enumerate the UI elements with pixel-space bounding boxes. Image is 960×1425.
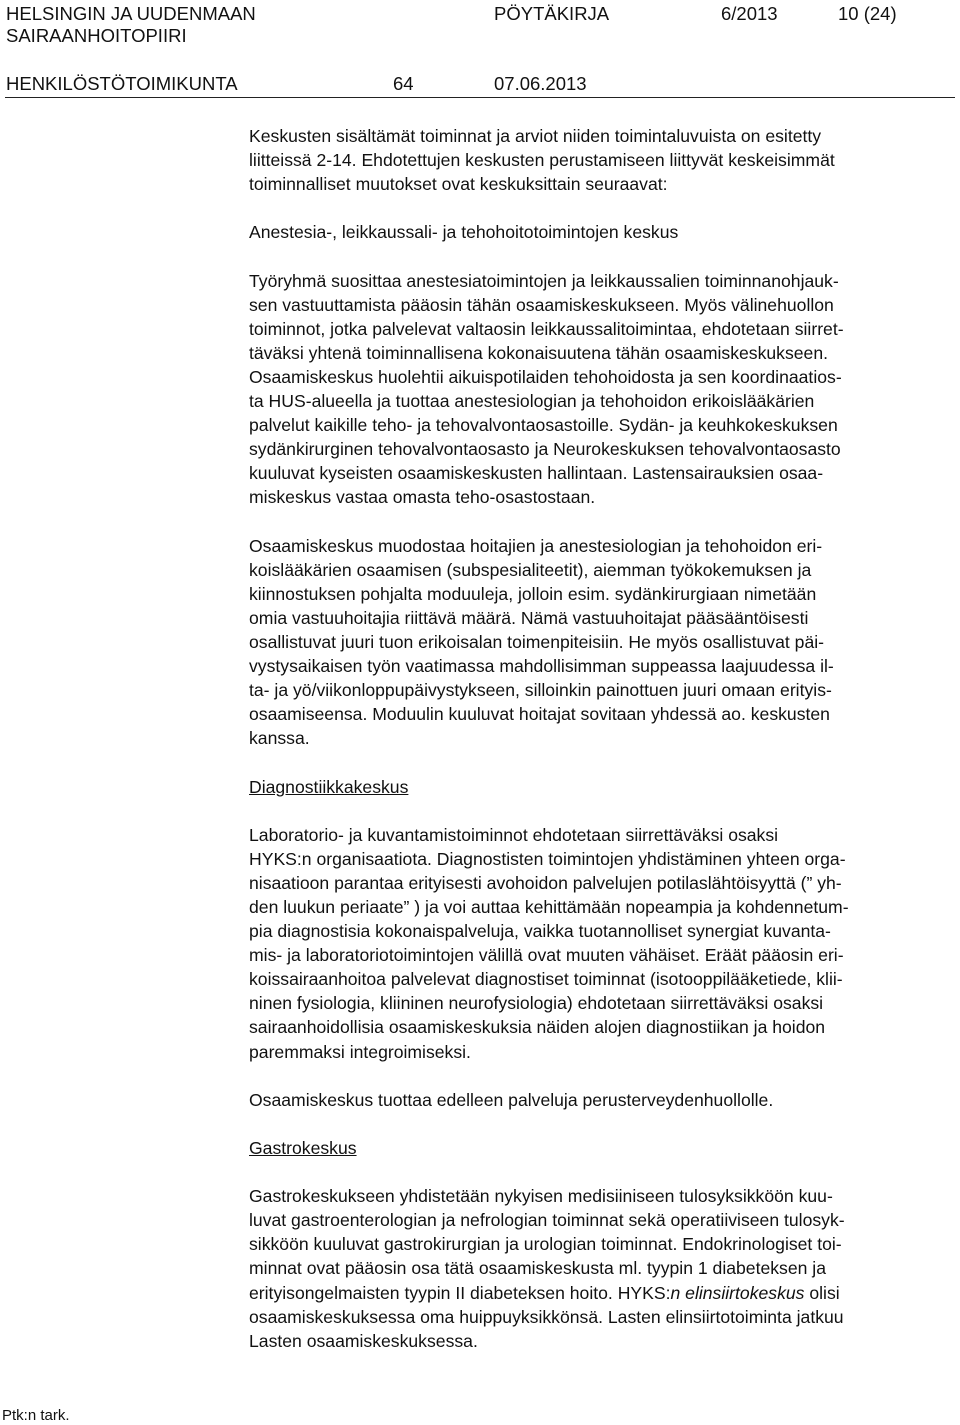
text-line: kuuluvat kyseisten osaamiskeskusten hallintaan. Lastensairauksien osaa- (249, 463, 824, 484)
text-line: Osaamiskeskus muodostaa hoitajien ja anestesiologian ja tehohoidon eri- (249, 535, 823, 556)
text-line: sen vastuuttamista pääosin tähän osaamiskeskukseen. Myös välinehuollon (249, 294, 834, 315)
text-segment: erityisongelmaisten tyypin II diabeteksen hoito. HYKS: (249, 1282, 671, 1303)
diagnostiikka-paragraph-1 (249, 823, 954, 1064)
text-line: Gastrokeskukseen yhdistetään nykyisen medisiiniseen tulosyksikköön kuu- (249, 1186, 833, 1207)
text-line: Osaamiskeskus huolehtii aikuispotilaiden tehohoidosta ja sen koordinaatios- (249, 366, 842, 387)
header-divider (5, 97, 955, 98)
text-line: osallistuvat juuri tuon erikoisalan toimenpiteisiin. He myös osallistuvat päi- (249, 631, 824, 652)
text-line: Laboratorio- ja kuvantamistoiminnot ehdotetaan siirrettäväksi osaksi (249, 824, 779, 845)
text-line: sikköön kuuluvat gastrokirurgian ja urologian toiminnat. Endokrinologiset toi- (249, 1234, 842, 1255)
text-line: liitteissä 2-14. Ehdotettujen keskusten perustamiseen liittyvät keskeisimmät (249, 150, 835, 171)
text-line: Keskusten sisältämät toiminnat ja arviot niiden toimintaluvuista on esitetty (249, 126, 822, 146)
text-segment: olisi (804, 1282, 840, 1303)
diagnostiikka-paragraph-2 (249, 1088, 954, 1112)
text-line: palvelut kaikille teho- ja tehovalvontaosastoille. Sydän- ja keuhkokeskuksen (249, 415, 838, 436)
text-line: Osaamiskeskus tuottaa edelleen palveluja perusterveydenhuollolle. (249, 1089, 774, 1110)
text-line: nisaatioon parantaa erityisesti avohoidon palvelujen potilaslähtöisyyttä (” yh- (249, 872, 842, 893)
text-line: Lasten osaamiskeskuksessa. (249, 1330, 478, 1351)
gastro-paragraph (249, 1184, 954, 1353)
text-line: miskeskus vastaa omasta teho-osastostaan. (249, 487, 596, 508)
text-line: pia diagnostisia kokonaispalveluja, vaikka tuotannolliset synergiat kuvanta- (249, 921, 831, 942)
text-line: mis- ja laboratoriotoimintojen välillä ovat muuten vähäiset. Eräät pääosin eri- (249, 945, 844, 966)
org-name-line2: SAIRAANHOITOPIIRI (6, 25, 187, 46)
text-line: toiminnot, jotka palvelevat valtaosin leikkaussalitoimintaa, ehdotetaan siirret- (249, 318, 844, 339)
text-line: ninen fysiologia, kliininen neurofysiologia) ehdotetaan siirrettäväksi osaksi (249, 993, 824, 1014)
text-line: sairaanhoidollisia osaamiskeskuksia näiden alojen diagnostiikan ja hoidon (249, 1017, 826, 1038)
intro-paragraph (249, 124, 954, 196)
footer-label: Ptk:n tark. (2, 1407, 70, 1424)
text-line: minnat ovat pääosin osa tätä osaamiskeskusta ml. tyypin 1 diabeteksen ja (249, 1258, 827, 1279)
text-line: koissairaanhoitoa palvelevat diagnostiset toiminnat (isotooppilääketiede, klii- (249, 969, 843, 990)
italic-term: n elinsiirtokeskus (670, 1282, 805, 1303)
text-line: vystysaikaisen työn vaatimassa mahdollisimman suppeassa laajuudessa il- (249, 656, 834, 677)
section-heading-diagnostiikka (249, 775, 954, 799)
doc-number: 6/2013 (721, 3, 778, 24)
doc-type: PÖYTÄKIRJA (494, 3, 610, 24)
committee-name: HENKILÖSTÖTOIMIKUNTA (6, 73, 238, 94)
text-line: ta HUS-alueella ja tuottaa anestesiologian ja tehohoidon erikoislääkärien (249, 391, 815, 412)
section-number: 64 (393, 73, 414, 94)
text-line: kanssa. (249, 728, 310, 749)
text-line: omia vastuuhoitajia riittävä määrä. Nämä vastuuhoitajat pääsääntöisesti (249, 607, 809, 628)
document-body (249, 124, 954, 1353)
org-name-line1: HELSINGIN JA UUDENMAAN (6, 3, 256, 24)
meeting-date: 07.06.2013 (494, 73, 587, 94)
text-line: luvat gastroenterologian ja nefrologian toiminnat sekä operatiiviseen tulosyk- (249, 1210, 845, 1231)
text-line: täväksi yhtenä toiminnallisena kokonaisuutena tähän osaamiskeskukseen. (249, 342, 828, 363)
text-line: kiinnostuksen pohjalta moduuleja, jolloin esim. sydänkirurgiaan nimetään (249, 583, 817, 604)
text-line: Työryhmä suosittaa anestesiatoimintojen ja leikkaussalien toiminnanohjauk- (249, 270, 839, 291)
text-line: koislääkärien osaamisen (subspesialiteetit), aiemman työkokemuksen ja (249, 559, 812, 580)
text-line-mixed (249, 1281, 954, 1305)
heading-text: Gastrokeskus (249, 1137, 357, 1158)
heading-text: Diagnostiikkakeskus (249, 776, 409, 797)
text-line: osaamiskeskuksessa oma huippuyksikkönsä. Lasten elinsiirtotoiminta jatkuu (249, 1306, 844, 1327)
anestesia-paragraph-1 (249, 269, 954, 510)
text-line: den luukun periaate” ) ja voi auttaa kehittämään nopeampia ja kohdennetum- (249, 897, 849, 917)
section-heading-gastro (249, 1136, 954, 1160)
section-heading-anestesia: Anestesia-, leikkaussali- ja tehohoitotoimintojen keskus (249, 222, 679, 243)
anestesia-paragraph-2 (249, 534, 954, 751)
text-line: toiminnalliset muutokset ovat keskuksittain seuraavat: (249, 174, 668, 195)
text-line: ta- ja yö/viikonloppupäivystykseen, silloinkin painottuen juuri omaan erityis- (249, 680, 832, 701)
text-line: sydänkirurginen tehovalvontaosasto ja Neurokeskuksen tehovalvontaosasto (249, 439, 841, 460)
page-info: 10 (24) (838, 3, 897, 24)
text-line: osaamiseensa. Moduulin kuuluvat hoitajat sovitaan yhdessä ao. keskusten (249, 704, 830, 725)
text-line: paremmaksi integroimiseksi. (249, 1041, 471, 1062)
text-line: HYKS:n organisaatiota. Diagnostisten toimintojen yhdistäminen yhteen orga- (249, 848, 846, 869)
